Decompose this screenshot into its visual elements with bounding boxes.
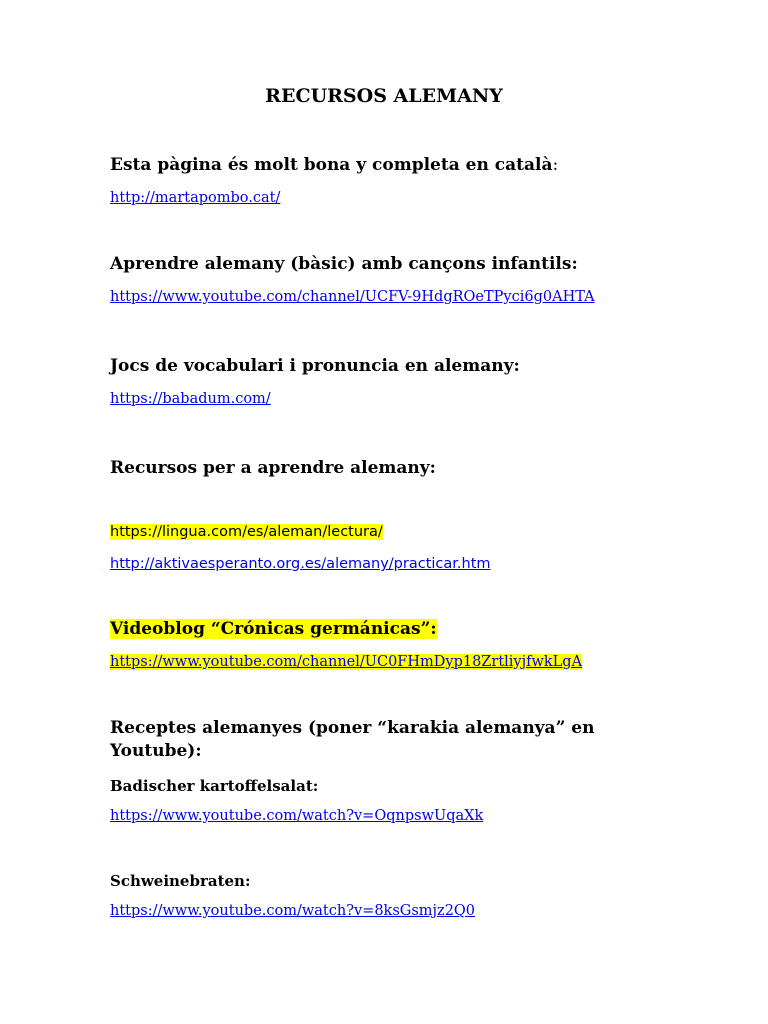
recipe-name-kartoffelsalat: Badischer kartoffelsalat: <box>110 777 319 795</box>
link-youtube-cancons[interactable]: https://www.youtube.com/channel/UCFV-9HdgROeTPyci6g0AHTA <box>110 289 595 305</box>
section-heading-text: Esta pàgina és molt bona y completa en català <box>110 155 553 175</box>
link-babadum[interactable]: https://babadum.com/ <box>110 391 271 407</box>
link-youtube-videoblog-text[interactable]: https://www.youtube.com/channel/UC0FHmDyp18ZrtliyjfwkLgA <box>110 654 583 670</box>
section-heading-cancons: Aprendre alemany (bàsic) amb cançons infantils: <box>110 254 578 274</box>
section-heading-videoblog-text: Videoblog “Crónicas germánicas”: <box>110 619 437 639</box>
section-heading-videoblog <box>110 619 437 639</box>
page-title: RECURSOS ALEMANY <box>265 85 503 107</box>
link-recipe-kartoffelsalat[interactable]: https://www.youtube.com/watch?v=OqnpswUqaXk <box>110 808 484 824</box>
link-lingua-text[interactable]: https://lingua.com/es/aleman/lectura/ <box>110 524 383 540</box>
link-recipe-schweinebraten[interactable]: https://www.youtube.com/watch?v=8ksGsmjz2Q0 <box>110 903 476 919</box>
section-heading-recursos: Recursos per a aprendre alemany: <box>110 458 436 478</box>
section-heading-colon: : <box>552 155 559 175</box>
recipe-name-schweinebraten: Schweinebraten: <box>110 872 251 890</box>
link-martapombo[interactable]: http://martapombo.cat/ <box>110 190 281 206</box>
link-youtube-videoblog[interactable] <box>110 654 582 671</box>
section-heading-jocs: Jocs de vocabulari i pronuncia en alemany: <box>110 356 520 376</box>
section-heading-receptes: Receptes alemanyes (poner “karakia alemanya” en Youtube): <box>110 718 595 761</box>
link-aktivaesperanto[interactable]: http://aktivaesperanto.org.es/alemany/practicar.htm <box>110 556 491 572</box>
section-heading-catala <box>110 155 558 175</box>
link-lingua[interactable] <box>110 524 383 541</box>
